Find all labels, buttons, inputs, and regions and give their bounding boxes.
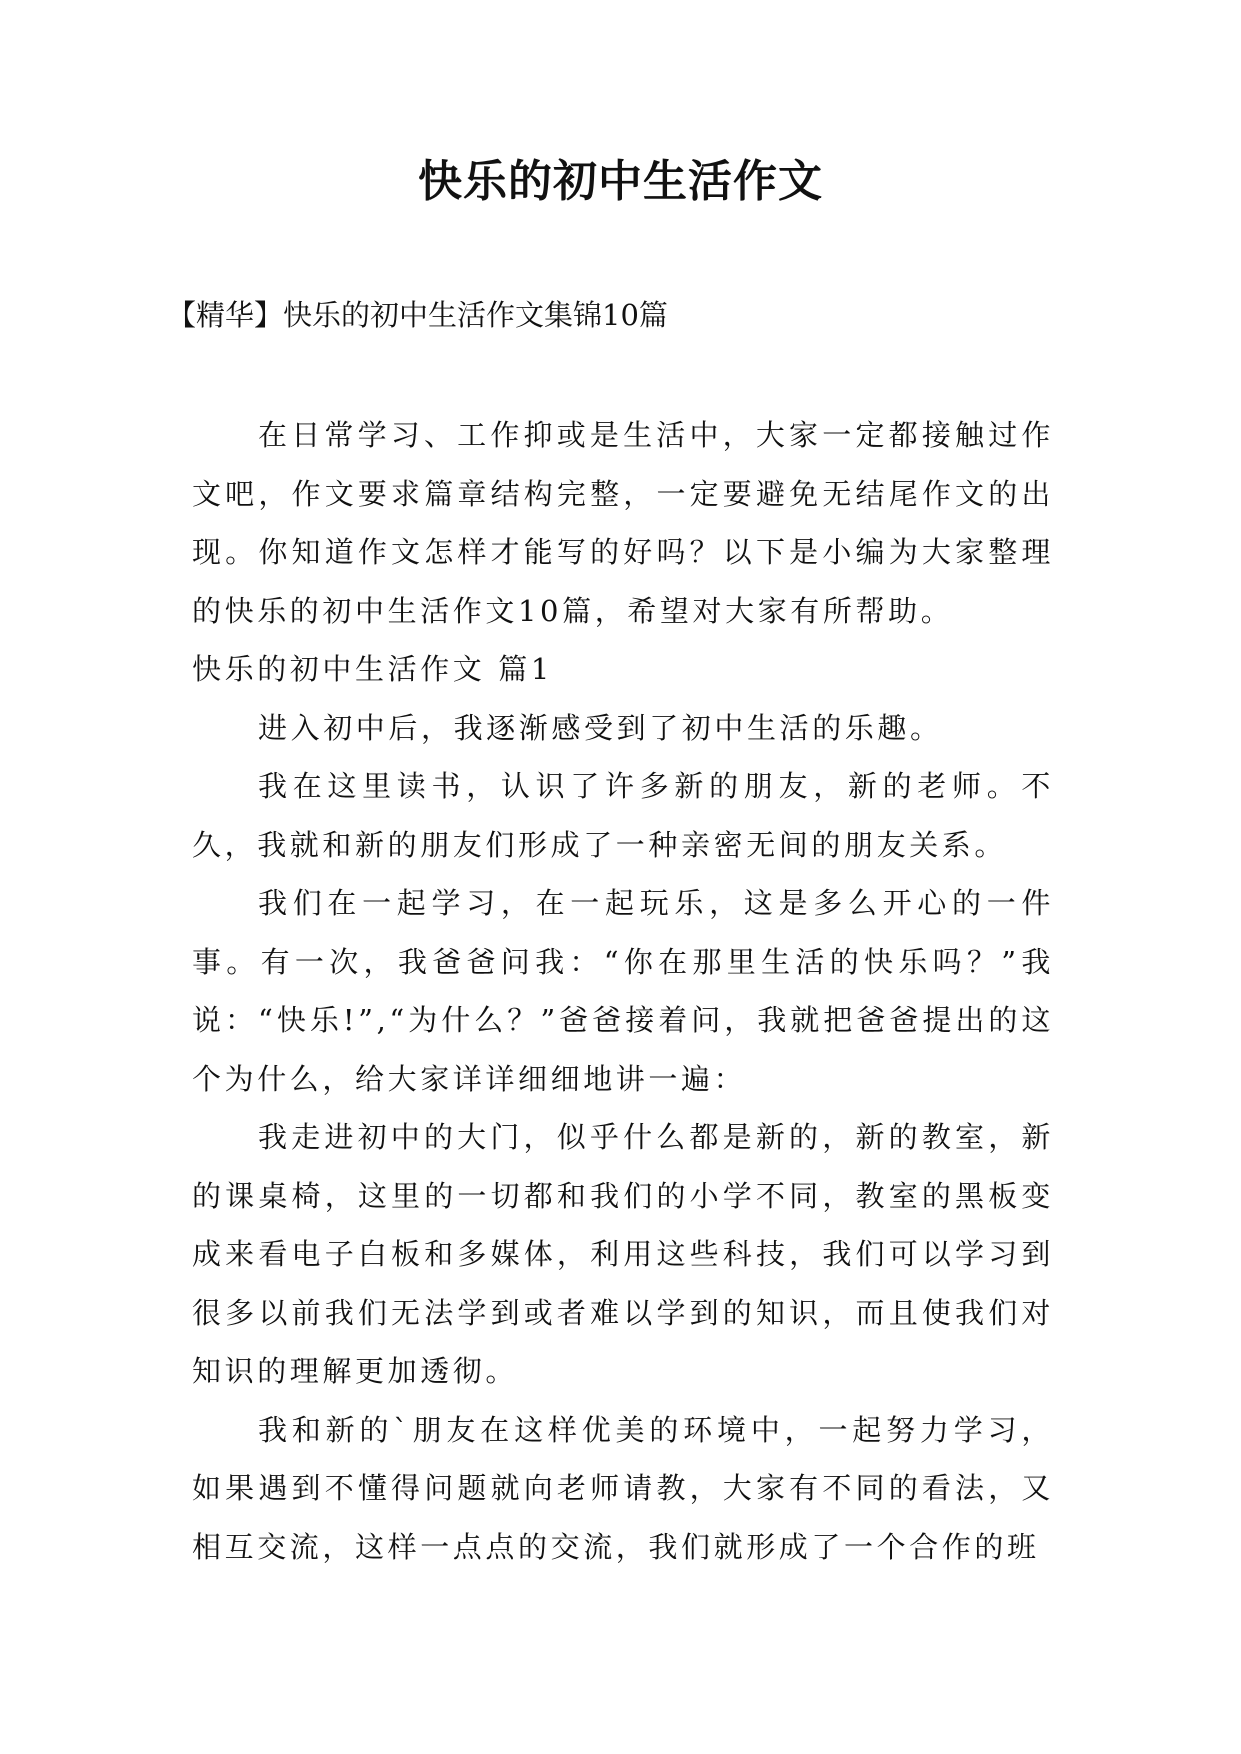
- body-paragraph: 进入初中后，我逐渐感受到了初中生活的乐趣。: [258, 710, 943, 745]
- body-paragraph: 我走进初中的大门，似乎什么都是新的，新的教室，新的课桌椅，这里的一切都和我们的小学不同，教室的黑板变成来看电子白板和多媒体，利用这些科技，我们可以学习到很多以前我们无法学到或者难以学到的知识，而且使我们对知识的理解更加透彻。: [192, 1120, 1054, 1388]
- section-heading: 快乐的初中生活作文 篇1: [192, 652, 553, 686]
- body-paragraph: 我们在一起学习，在一起玩乐，这是多么开心的一件事。有一次，我爸爸问我：“你在那里生活的快乐吗？”我说：“快乐!”,“为什么？”爸爸接着问，我就把爸爸提出的这个为什么，给大家详详细细地讲一遍：: [192, 886, 1054, 1096]
- document-body: [192, 406, 1054, 1576]
- body-paragraph: 我在这里读书，认识了许多新的朋友，新的老师。不久，我就和新的朋友们形成了一种亲密无间的朋友关系。: [192, 769, 1054, 862]
- document-subtitle: 【精华】快乐的初中生活作文集锦10篇: [167, 298, 668, 332]
- body-paragraph: 我和新的`朋友在这样优美的环境中，一起努力学习，如果遇到不懂得问题就向老师请教，大家有不同的看法，又相互交流，这样一点点的交流，我们就形成了一个合作的班: [192, 1412, 1054, 1564]
- intro-paragraph: 在日常学习、工作抑或是生活中，大家一定都接触过作文吧，作文要求篇章结构完整，一定要避免无结尾作文的出现。你知道作文怎样才能写的好吗？以下是小编为大家整理的快乐的初中生活作文10篇，希望对大家有所帮助。: [192, 418, 1054, 628]
- document-title: 快乐的初中生活作文: [418, 156, 823, 207]
